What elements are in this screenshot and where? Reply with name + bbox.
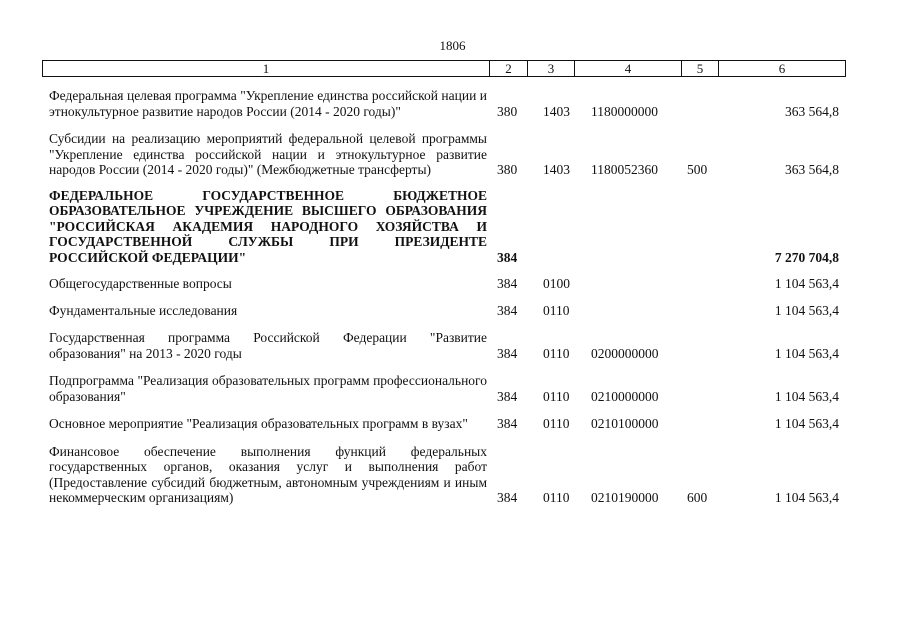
row-ministry-code: 384 bbox=[497, 490, 518, 505]
row-section-code: 0110 bbox=[543, 345, 570, 361]
table-row bbox=[49, 330, 849, 361]
column-header-1: 1 bbox=[262, 61, 270, 76]
table-row bbox=[49, 276, 849, 292]
row-target-article: 0210000000 bbox=[591, 388, 659, 404]
row-description: Фундаментальные исследования bbox=[49, 302, 238, 318]
row-amount: 1 104 563,4 bbox=[774, 416, 839, 431]
column-header-2: 2 bbox=[489, 61, 527, 76]
column-header-4: 4 bbox=[574, 61, 681, 76]
row-ministry-code: 384 bbox=[497, 249, 518, 265]
row-ministry-code: 384 bbox=[497, 388, 518, 404]
row-description: Финансовое обеспечение выполнения функций федеральных государственных органов, оказания услуг и выполнения работ (Предоставление субсидий бюджетным, автономным учреждениям и иным некоммерческим организациям) bbox=[49, 443, 487, 505]
column-header-3: 3 bbox=[527, 61, 574, 76]
row-ministry-code: 380 bbox=[497, 162, 518, 177]
table-row bbox=[49, 303, 849, 319]
row-amount: 1 104 563,4 bbox=[774, 388, 839, 404]
row-target-article: 0200000000 bbox=[591, 345, 659, 361]
page-number: 1806 bbox=[439, 38, 466, 53]
row-ministry-code: 380 bbox=[497, 103, 518, 119]
row-section-code: 0110 bbox=[543, 302, 570, 318]
row-ministry-code: 384 bbox=[497, 276, 518, 291]
row-description: Подпрограмма "Реализация образовательных программ профессионального образования" bbox=[49, 373, 487, 404]
row-ministry-code: 384 bbox=[497, 302, 518, 318]
row-amount: 7 270 704,8 bbox=[774, 249, 839, 265]
row-description: Государственная программа Российской Федерации "Развитие образования" на 2013 - 2020 годы bbox=[49, 330, 487, 361]
row-amount: 1 104 563,4 bbox=[774, 345, 839, 361]
row-section-code: 0110 bbox=[543, 388, 570, 404]
table-row bbox=[49, 88, 849, 119]
row-amount: 363 564,8 bbox=[785, 162, 839, 177]
row-amount: 1 104 563,4 bbox=[774, 302, 839, 318]
row-expense-type: 600 bbox=[687, 490, 708, 505]
row-description: ФЕДЕРАЛЬНОЕ ГОСУДАРСТВЕННОЕ БЮДЖЕТНОЕ ОБРАЗОВАТЕЛЬНОЕ УЧРЕЖДЕНИЕ ВЫСШЕГО ОБРАЗОВАНИЯ "РОССИЙСКАЯ АКАДЕМИЯ НАРОДНОГО ХОЗЯЙСТВА И ГОСУДАРСТВЕННОЙ СЛУЖБЫ ПРИ ПРЕЗИДЕНТЕ РОССИЙСКОЙ ФЕДЕРАЦИИ" bbox=[49, 187, 487, 265]
row-description: Общегосударственные вопросы bbox=[49, 276, 232, 291]
row-description: Основное мероприятие "Реализация образовательных программ в вузах" bbox=[49, 416, 468, 431]
column-header-row bbox=[42, 60, 846, 77]
row-section-code: 1403 bbox=[543, 103, 570, 119]
row-target-article: 0210190000 bbox=[591, 490, 659, 505]
row-ministry-code: 384 bbox=[497, 416, 518, 431]
column-header-5: 5 bbox=[681, 61, 718, 76]
row-ministry-code: 384 bbox=[497, 345, 518, 361]
row-amount: 1 104 563,4 bbox=[774, 276, 839, 291]
table-row bbox=[49, 188, 849, 266]
row-section-code: 1403 bbox=[543, 162, 570, 177]
row-amount: 363 564,8 bbox=[785, 103, 839, 119]
row-section-code: 0100 bbox=[543, 276, 570, 291]
row-section-code: 0110 bbox=[543, 416, 570, 431]
row-amount: 1 104 563,4 bbox=[774, 490, 839, 505]
row-description: Федеральная целевая программа "Укрепление единства российской нации и этнокультурное развитие народов России (2014 - 2020 годы)" bbox=[49, 88, 487, 119]
budget-table-body bbox=[49, 88, 849, 506]
table-row bbox=[49, 444, 849, 506]
table-row bbox=[49, 416, 849, 432]
row-description: Субсидии на реализацию мероприятий федеральной целевой программы "Укрепление единства российской нации и этнокультурное развитие народов России (2014 - 2020 годы)" (Межбюджетные трансферты) bbox=[49, 131, 487, 177]
row-section-code: 0110 bbox=[543, 490, 570, 505]
row-target-article: 1180052360 bbox=[591, 162, 658, 177]
table-row bbox=[49, 131, 849, 178]
row-expense-type: 500 bbox=[687, 162, 708, 177]
row-target-article: 1180000000 bbox=[591, 103, 658, 119]
column-header-6: 6 bbox=[718, 61, 845, 76]
table-row bbox=[49, 373, 849, 404]
row-target-article: 0210100000 bbox=[591, 416, 659, 431]
